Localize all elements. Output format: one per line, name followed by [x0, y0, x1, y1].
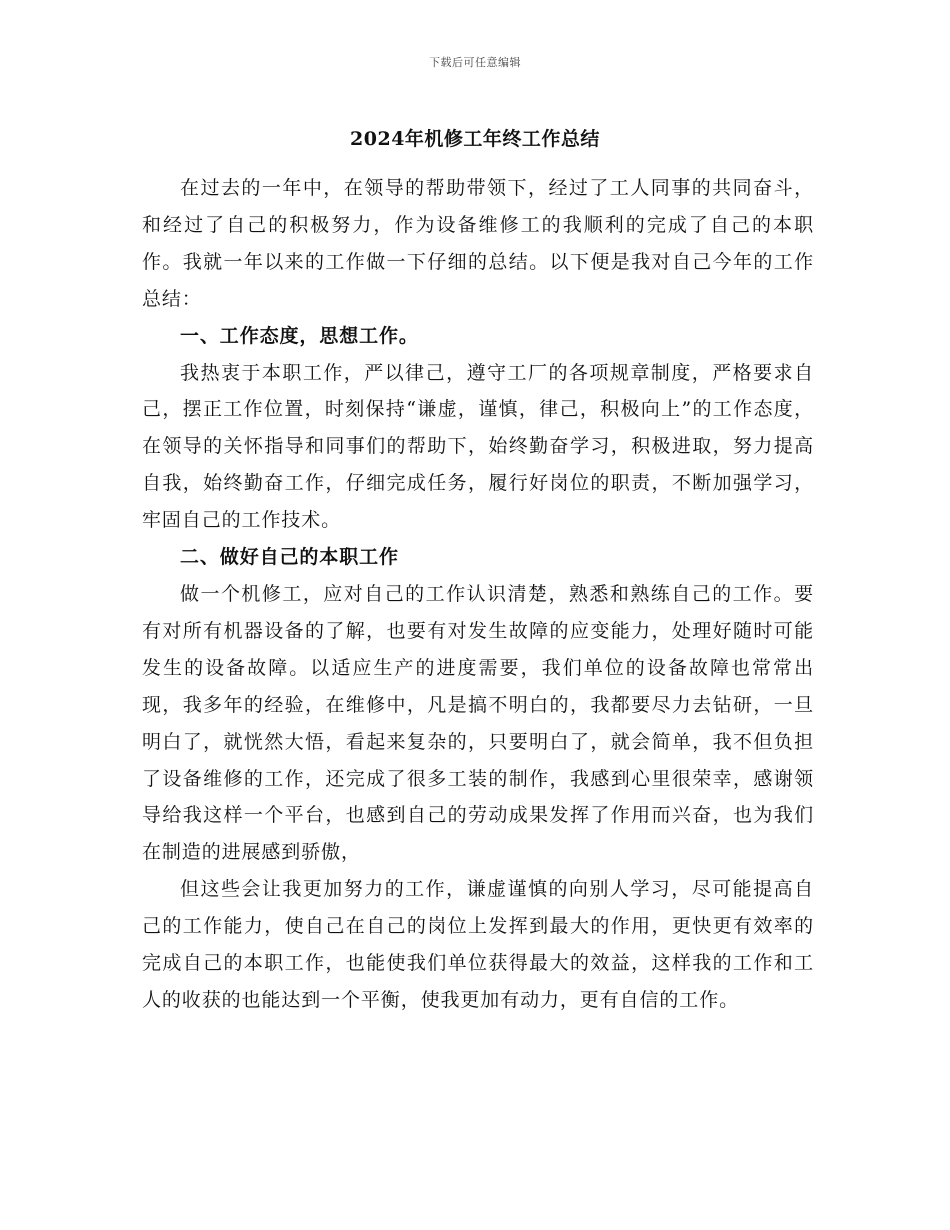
document-title: 2024年机修工年终工作总结 [350, 128, 600, 150]
section-2-heading: 二、做好自己的本职工作 [180, 546, 399, 569]
section-1-paragraph: 我热衷于本职工作，严以律己，遵守工厂的各项规章制度，严格要求自己，摆正工作位置，时刻保持“谦虚，谨慎，律己，积极向上”的工作态度，在领导的关怀指导和同事们的帮助下，始终勤奋学习，积极进取，努力提高自我，始终勤奋工作，仔细完成任务，履行好岗位的职责，不断加强学习，牢固自己的工作技术。 [142, 361, 814, 532]
intro-paragraph: 在过去的一年中，在领导的帮助带领下，经过了工人同事的共同奋斗，和经过了自己的积极努力，作为设备维修工的我顺利的完成了自己的本职作。我就一年以来的工作做一下仔细的总结。以下便是我对自己今年的工作总结： [142, 177, 814, 310]
section-2-paragraph-2: 但这些会让我更加努力的工作，谦虚谨慎的向别人学习，尽可能提高自己的工作能力，使自己在自己的岗位上发挥到最大的作用，更快更有效率的完成自己的本职工作，也能使我们单位获得最大的效益，这样我的工作和工人的收获的也能达到一个平衡，使我更加有动力，更有自信的工作。 [142, 878, 814, 1011]
section-2-paragraph-1: 做一个机修工，应对自己的工作认识清楚，熟悉和熟练自己的工作。要有对所有机器设备的了解，也要有对发生故障的应变能力，处理好随时可能发生的设备故障。以适应生产的进度需要，我们单位的设备故障也常常出现，我多年的经验，在维修中，凡是搞不明白的，我都要尽力去钻研，一旦明白了，就恍然大悟，看起来复杂的，只要明白了，就会简单，我不但负担了设备维修的工作，还完成了很多工装的制作，我感到心里很荣幸，感谢领导给我这样一个平台，也感到自己的劳动成果发挥了作用而兴奋，也为我们在制造的进展感到骄傲， [142, 582, 814, 864]
section-1-heading: 一、工作态度，思想工作。 [180, 324, 419, 347]
document-body [142, 170, 814, 1019]
page-header-note: 下载后可任意编辑 [429, 56, 521, 69]
